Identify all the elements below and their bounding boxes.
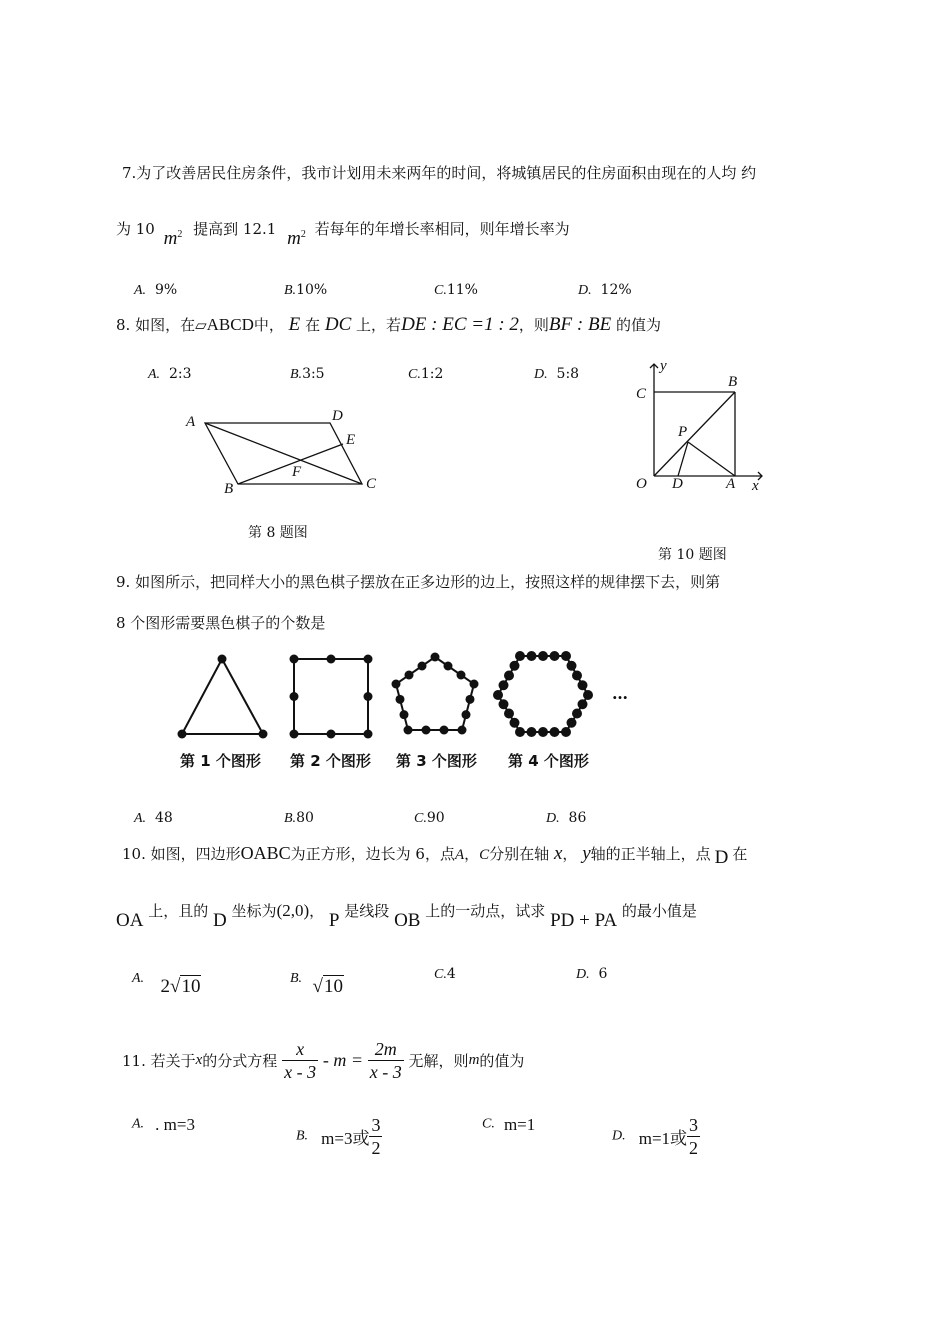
chess-piece-dot: [218, 655, 227, 664]
q11-option-a: A. . m=3: [132, 1114, 195, 1134]
q9-line2: 8 个图形需要黑色棋子的个数是: [116, 614, 326, 632]
q8-stem: [116, 314, 661, 336]
chess-piece-dot: [259, 730, 268, 739]
chess-piece-dot: [422, 726, 431, 735]
q8-text-f: 的值为: [615, 316, 661, 334]
q11-fraction-1: $\frac{x}{x - 3}$: [284, 1039, 317, 1082]
q7-line1: 7.为了改善居民住房条件，我市计划用未来两年的时间，将城镇居民的住房面积由现在的人均 约: [122, 164, 757, 182]
chess-piece-dot: [583, 690, 593, 700]
chess-piece-dot: [561, 651, 571, 661]
chess-piece-dot: [392, 680, 401, 689]
chess-piece-dot: [504, 671, 514, 681]
chess-piece-dot: [470, 680, 479, 689]
q7-text-c: 若每年的年增长率相同，则年增长率为: [314, 220, 570, 238]
q10-line1: 10. 如图，四边形OABC为正方形，边长为 6，点A，C分别在轴 x， y轴的正半轴上，点 D 在: [122, 843, 748, 868]
q11-option-c: C. m=1: [482, 1114, 536, 1134]
q10-figure-caption: 第 10 题图: [658, 547, 727, 563]
q10-point-d-2: D: [213, 910, 227, 931]
q11-option-b: B. m=3或 $\frac{3}{2}$: [296, 1115, 381, 1158]
q8-segment-dc: DC: [324, 314, 352, 335]
q9-line1: 9. 如图所示，把同样大小的黑色棋子摆放在正多边形的边上，按照这样的规律摆下去，则第: [116, 573, 721, 591]
q8-figure-caption: 第 8 题图: [248, 525, 308, 541]
chess-piece-dot: [538, 651, 548, 661]
chess-piece-dot: [431, 653, 440, 662]
q8-shape-name: ABCD: [206, 315, 254, 334]
q9-option-b: B.80: [284, 810, 314, 826]
q8-option-d: D. 5:8: [534, 366, 580, 382]
chess-piece-dot: [515, 651, 525, 661]
svg-text:O: O: [636, 476, 647, 492]
chess-piece-dot: [567, 661, 577, 671]
q8-ratio: DE : EC =1 : 2: [401, 314, 519, 335]
chess-piece-dot: [538, 727, 548, 737]
q11-minus-m: - m =: [322, 1050, 363, 1070]
svg-text:P: P: [678, 424, 688, 440]
chess-piece-dot: [510, 718, 520, 728]
chess-piece-dot: [457, 671, 466, 680]
q10-expression: PD + PA: [550, 910, 618, 931]
chess-piece-dot: [578, 680, 588, 690]
chess-piece-dot: [550, 727, 560, 737]
q8-option-a: A. 2:3: [148, 366, 192, 382]
chess-piece-dot: [400, 710, 409, 719]
q9-caption-1: 第 1 个图形: [180, 752, 261, 770]
chess-piece-dot: [290, 655, 299, 664]
chess-piece-dot: [561, 727, 571, 737]
q10-point-d: D: [714, 847, 729, 868]
q10-segment-ob: OB: [394, 910, 421, 931]
q7-line2: [116, 218, 570, 249]
q7-option-c: C.11%: [434, 282, 478, 298]
q8-parallelogram-figure: [180, 402, 390, 502]
chess-piece-dot: [572, 671, 582, 681]
chess-piece-dot: [504, 709, 514, 719]
chess-piece-dot: [550, 651, 560, 661]
q9-option-a: A. 48: [134, 810, 173, 826]
q9-caption-4: 第 4 个图形: [508, 752, 589, 770]
chess-piece-dot: [458, 726, 467, 735]
chess-piece-dot: [515, 727, 525, 737]
q8-text-e: ，则: [518, 316, 549, 334]
q10-point-p: P: [328, 910, 340, 931]
q10-option-c: C.4: [434, 966, 456, 982]
q8-text-c: 在: [305, 316, 321, 334]
q8-option-c: C.1:2: [408, 366, 444, 382]
svg-text:F: F: [292, 464, 302, 480]
q10-square-figure: [630, 358, 770, 493]
chess-piece-dot: [405, 671, 414, 680]
q10-y-axis: y: [582, 843, 591, 864]
q10-option-d: D. 6: [576, 966, 608, 982]
triangle-shape: [182, 659, 263, 734]
chess-piece-dot: [499, 680, 509, 690]
q11-option-d: D. m=1或 $\frac{3}{2}$: [612, 1115, 699, 1158]
q9-option-d: D. 86: [546, 810, 587, 826]
q7-option-d: D. 12%: [578, 282, 632, 298]
chess-piece-dot: [510, 661, 520, 671]
chess-piece-dot: [327, 730, 336, 739]
chess-piece-dot: [572, 709, 582, 719]
chess-piece-dot: [462, 710, 471, 719]
svg-text:A: A: [726, 476, 736, 492]
q11-fraction-2: $\frac{2m}{x - 3}$: [369, 1039, 402, 1082]
q10-segment-oa: OA: [116, 910, 144, 931]
q7-option-b: B.10%: [284, 282, 328, 298]
q11-stem: 11. 若关于x的分式方程 $\frac{x}{x - 3}$ - m = $\frac{2m}{x - 3}$ 无解，则m的值为: [122, 1039, 525, 1082]
chess-piece-dot: [444, 662, 453, 671]
svg-text:E: E: [346, 432, 356, 448]
chess-piece-dot: [364, 730, 373, 739]
svg-text:D: D: [332, 408, 343, 424]
q10-option-a: A. 2√10: [132, 971, 201, 997]
svg-text:D: D: [672, 476, 683, 492]
svg-text:B: B: [224, 481, 234, 497]
q9-ellipsis: …: [612, 684, 628, 703]
q10-square-name: OABC: [240, 843, 291, 863]
chess-piece-dot: [290, 730, 299, 739]
parallelogram-symbol: ▱: [195, 316, 207, 334]
q10-option-b: B. √10: [290, 971, 343, 997]
q9-polygon-sequence: [170, 648, 650, 744]
chess-piece-dot: [578, 699, 588, 709]
chess-piece-dot: [493, 690, 503, 700]
chess-piece-dot: [440, 726, 449, 735]
q10-line2: OA 上，且的 D 坐标为(2,0)， P 是线段 OB 上的一动点，试求 PD + PA 的最小值是: [116, 901, 697, 931]
q8-option-b: B.3:5: [290, 366, 325, 382]
chess-piece-dot: [527, 727, 537, 737]
q8-text-a: 8. 如图，在: [116, 316, 196, 334]
q7-option-a: A. 9%: [134, 282, 178, 298]
q8-target-ratio: BF : BE: [548, 314, 612, 335]
svg-text:C: C: [366, 476, 377, 492]
chess-piece-dot: [466, 695, 475, 704]
svg-text:C: C: [636, 386, 647, 402]
q7-text-a: 为 10: [116, 220, 155, 238]
q8-text-d: 上，若: [356, 316, 402, 334]
pentagon-shape: [396, 657, 474, 730]
q9-option-c: C.90: [414, 810, 445, 826]
q7-unit-2: $m^2$: [287, 228, 306, 249]
chess-piece-dot: [567, 718, 577, 728]
chess-piece-dot: [404, 726, 413, 735]
q9-caption-3: 第 3 个图形: [396, 752, 477, 770]
chess-piece-dot: [396, 695, 405, 704]
q8-text-b: 中，: [253, 316, 284, 334]
chess-piece-dot: [178, 730, 187, 739]
chess-piece-dot: [527, 651, 537, 661]
svg-text:x: x: [752, 478, 759, 493]
svg-text:y: y: [660, 358, 667, 374]
q10-coordinate: (2,0): [276, 901, 310, 920]
chess-piece-dot: [364, 692, 373, 701]
chess-piece-dot: [418, 662, 427, 671]
svg-text:B: B: [728, 374, 738, 390]
q7-unit-1: $m^2$: [163, 228, 183, 249]
svg-text:A: A: [186, 414, 196, 430]
q10-x-axis: x: [553, 843, 563, 864]
q9-caption-2: 第 2 个图形: [290, 752, 371, 770]
chess-piece-dot: [290, 692, 299, 701]
chess-piece-dot: [364, 655, 373, 664]
chess-piece-dot: [499, 699, 509, 709]
chess-piece-dot: [327, 655, 336, 664]
q7-text-b: 提高到 12.1: [193, 220, 277, 238]
q8-point-e: E: [288, 314, 301, 335]
square-shape: [294, 659, 368, 734]
